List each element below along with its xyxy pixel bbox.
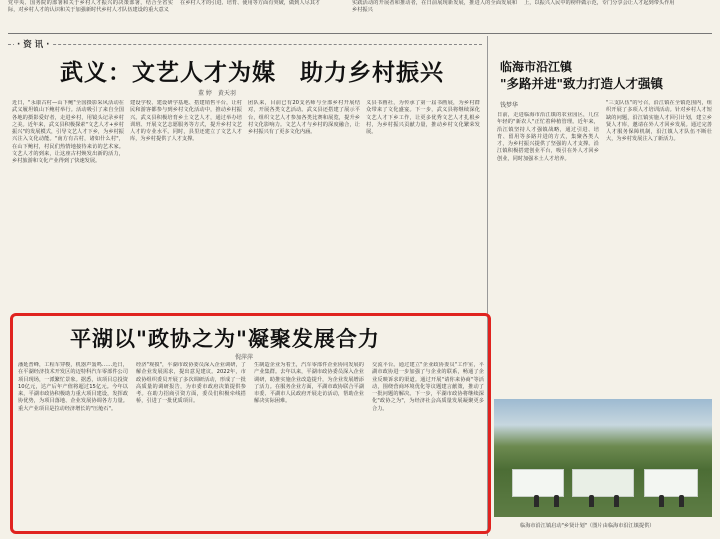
article3-col-1: 日前，走进临海市沿江镇的农业园区，几位年轻的"新农人"正忙着种植管理。近年来，沿江镇坚持人才强镇战略，通过引进、培育、留用等多路并进的方式，集聚各类人才，为乡村振兴提供了坚强的人才支撑。沿江镇积极搭建创业平台，吸引在外人才回乡创业，同时加强本土人才培养。 [497, 112, 599, 162]
photo-person [614, 495, 619, 507]
article3-title-line1: 临海市沿江镇 [500, 60, 573, 74]
article2-col-1: 潘延普峰，工程车穿梭，机器声轰鸣……近日，在平湖经济技术开发区的迈特科汽车零部件公司项目现场，一派繁忙景象。据悉，该项目总投资10亿元，达产后年产值将超过15亿元。今年以来，平湖市政协积极助力重大项目建设，发挥政协优势，为项目落地、企业发展协调各方力量。重大产业项目是拉动经济增长的"压舱石"。 [18, 362, 128, 412]
article1-title: 武义：文艺人才为媒 助力乡村振兴 [60, 59, 444, 86]
article2-byline: 倪萍萍 [235, 354, 254, 361]
article3-title-line2: "多路并进"致力打造人才强镇 [500, 76, 664, 91]
article2-title: 平湖以"政协之为"凝聚发展合力 [70, 326, 380, 351]
top-strip-col-2: 在乡村人才的引进、培育、使用等方面有突破，做到人尽其才 [180, 0, 321, 6]
article1-col-1: 近日，"永康古村—山下鲍"全国摄影采风活动在武义履坦镇山下鲍村举行。活动吸引了来自全国各地的摄影爱好者，走进乡村，用镜头记录乡村之美。近年来，武义县积极探索"文艺人才+乡村振兴"的发展模式，引导文艺人才下乡，为乡村振兴注入文化动能。"南方有古村，诸如什么村"，在山下鲍村，村民们热情地接待来访的艺术家。文艺人才的到来，让这座古村焕发出新的活力，乡村旅游和文化产业得到了快速发展。 [12, 100, 124, 165]
article2-col-2: 经济"观摸"，平湖市政协委员深入企业调研，了解企业发展需求，提出意见建议。2022年，市政协组织委员开展了多次调研活动，形成了一批高质量的调研报告，为市委市政府决策提供参考。在助力招商引资方面，委员们积极牵线搭桥，引进了一批优质项目。 [136, 362, 246, 405]
section-dash-line [8, 44, 482, 45]
photo-tent-right [644, 469, 698, 497]
top-strip-col-4: 上，以振兴人民中的榜样做示范，专门分享会让人才起到带头作用 [524, 0, 675, 6]
photo-person [554, 495, 559, 507]
article3-byline: 钱梦华 [500, 102, 519, 109]
photo-person [659, 495, 664, 507]
photo-tent-center [572, 469, 634, 497]
top-strip-col-1: 党中央、国务院的部署和关于乡村人才振兴的决策部署，结合全省实际，对乡村人才的认识和关于加强新时代乡村人才队伍建设的重大意义 [8, 0, 173, 14]
article1-col-4: 义县书画社，为传承了第一届书画展，为乡村群众带来了文化盛宴。下一步，武义县将继续深化文艺人才下乡工作，让更多优秀文艺人才扎根乡村，为乡村振兴贡献力量，推动乡村文化繁荣发展。 [366, 100, 480, 136]
section-tag: · 资 讯 · [14, 38, 52, 50]
top-strip-col-3: 实践活动的开展者和推动者，在日前展现新发展，推进人的全面发展和乡村振兴 [352, 0, 517, 14]
photo-caption: 临海市沿江镇启动"乡贤计划"（图片由临海市沿江镇提供） [520, 523, 655, 529]
photo-tent-left [512, 469, 564, 497]
article1-col-2: 建设学校、建设研学基地、搭建销售平台，让村民和游客都参与到乡村文化活动中，推动乡村振兴。武义县积极培育乡土文艺人才，通过举办培训班、开展文艺志愿服务等方式，提升乡村文艺人才的专业水平。同时，县里还建立了文艺人才库，为乡村提供了人才支撑。 [130, 100, 242, 143]
photo-person [679, 495, 684, 507]
article2-col-3: 生制造企业为着王，汽车零部件企业协同发展的产业集群。去年以来，平湖市政协委员深入企业调研，助推实施企业改造提升，为企业发展增添了活力。在服务企业方面，平湖市政协联合平湖市委、平湖市人民政府开展走访活动，帮助企业解决实际困难。 [254, 362, 364, 405]
article1-byline: 董 婷 黄天羽 [198, 90, 236, 97]
photo-person [589, 495, 594, 507]
photo-person [534, 495, 539, 507]
news-photo [494, 399, 712, 517]
article2-col-4: 交流平台。通过建立"企业政协委员"工作室，平湖市政协进一步加强了与企业的联系，畅通了企业反映诉求的渠道。通过开展"请你来协商"等活动，围绕营商环境优化等议题建言献策，推动了一批问题的解决。下一步，平湖市政协将继续深化"政协之为"，为经济社会高质量发展凝聚更多合力。 [372, 362, 484, 412]
top-strip-divider [8, 33, 712, 34]
article3-col-2: "三支队伍"的号召，沿江镇在全镇范围内，组织开展了多项人才培训活动。针对乡村人才短缺的问题，沿江镇实施人才回引计划，建立乡贤人才库，邀请在外人才回乡发展。通过完善人才服务保障机制，沿江镇人才队伍不断壮大，为乡村发展注入了新活力。 [606, 100, 712, 143]
article1-col-3: 团队来，目前已有20支名师与全部乡村开展结对，开展各类文艺活动。武义县还搭建了展示平台，组织文艺人才参加各类比赛和展览，提升乡村文化影响力。文艺人才与乡村的深度融合，让乡村振兴有了更多文化内涵。 [248, 100, 360, 136]
